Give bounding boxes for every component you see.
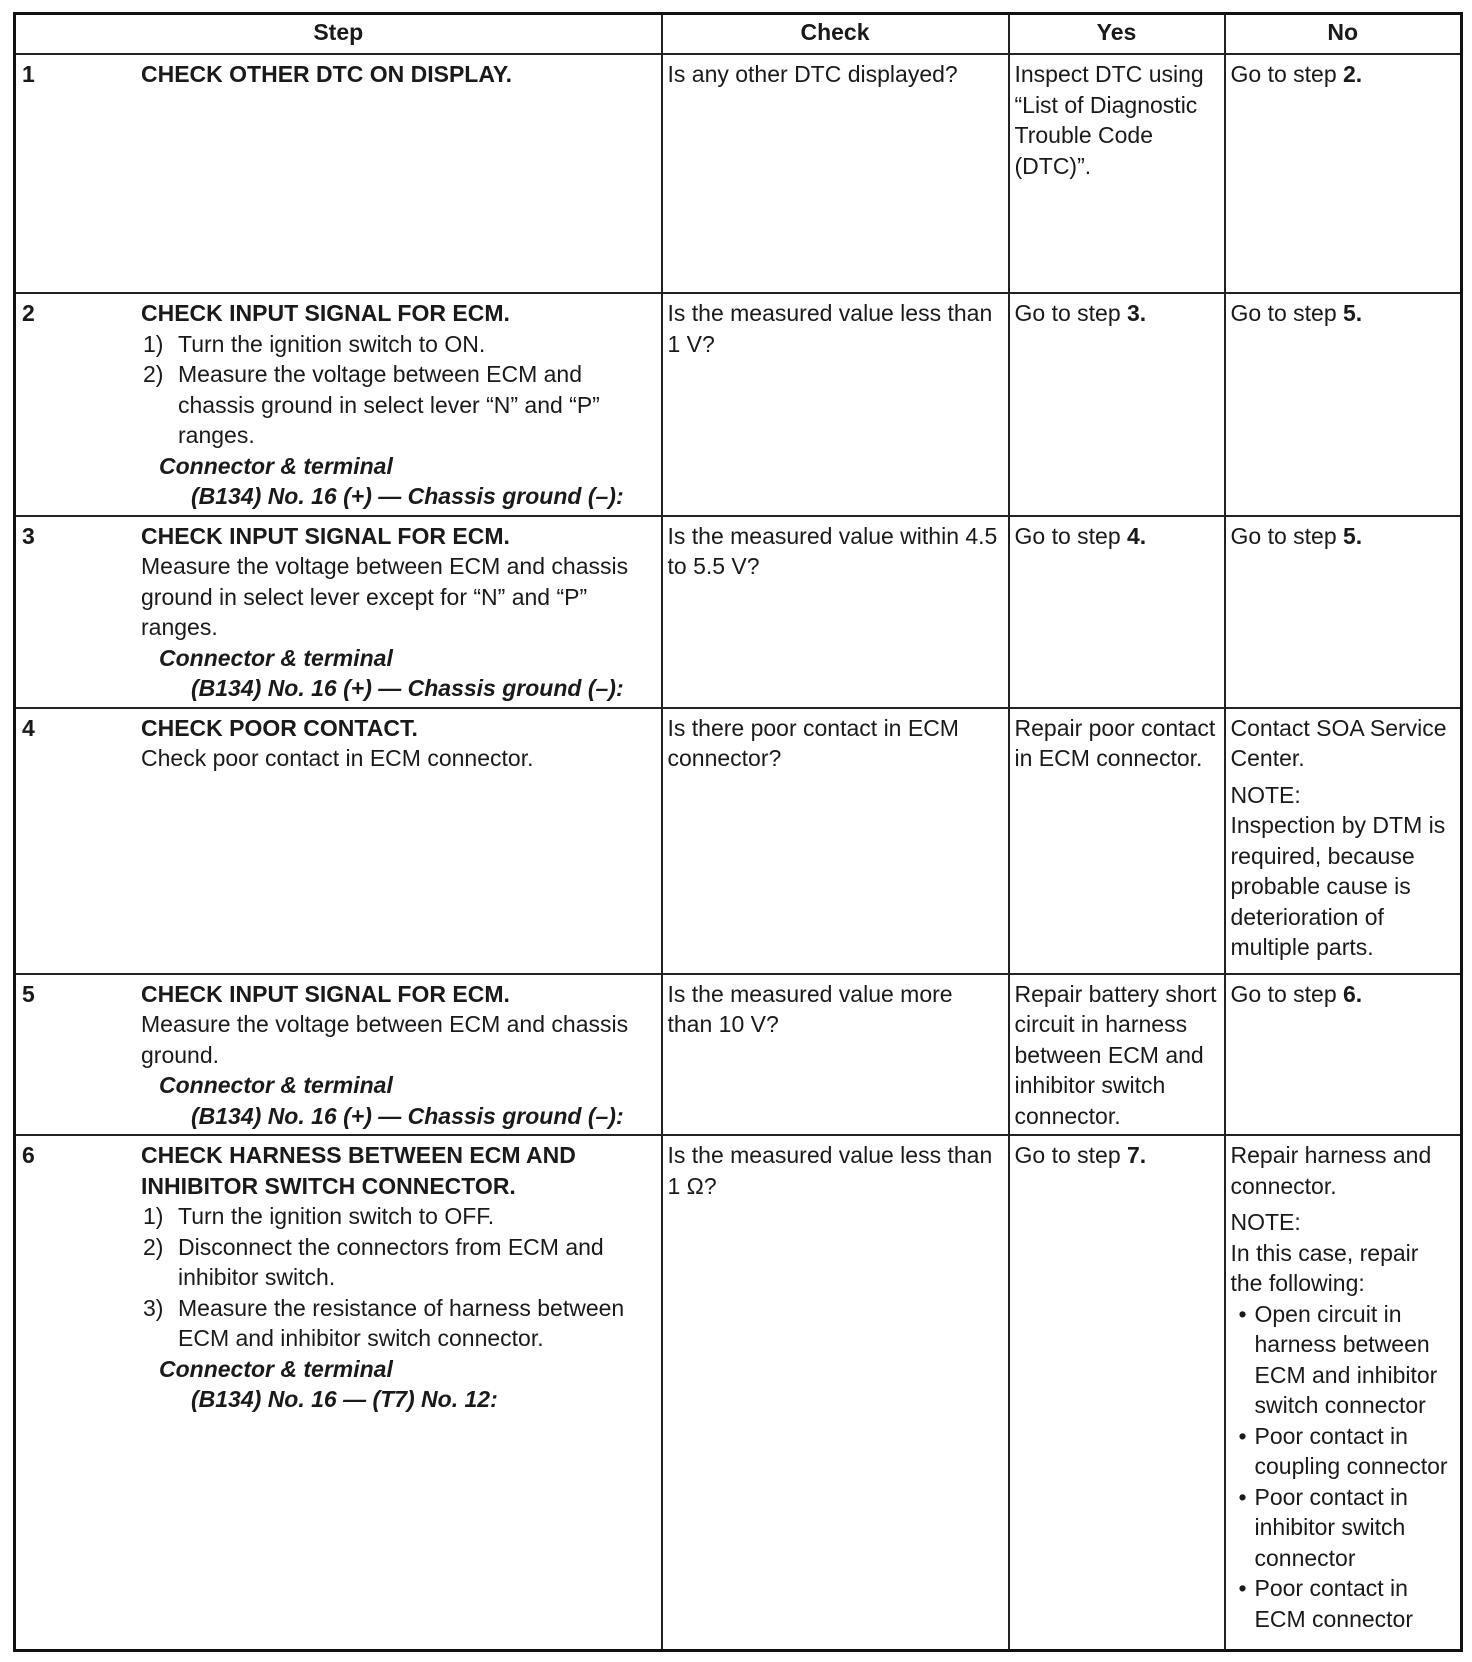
step-number: 4 xyxy=(22,714,35,741)
bullet-icon: • xyxy=(1238,1300,1247,1327)
yes-text: Go to step xyxy=(1014,522,1128,549)
list-item xyxy=(141,1201,656,1232)
list-item xyxy=(141,1232,656,1293)
bullet-item xyxy=(1231,1299,1456,1421)
step-title: CHECK HARNESS BETWEEN ECM AND INHIBITOR SWITCH CONNECTOR. xyxy=(141,1142,576,1199)
step-title: CHECK OTHER DTC ON DISPLAY. xyxy=(141,61,513,87)
step-number: 2 xyxy=(22,300,35,326)
diagnostic-table xyxy=(13,12,1463,1652)
step-description: Measure the voltage between ECM and chassis ground. xyxy=(141,1011,629,1068)
list-text: Measure the voltage between ECM and chassis ground in select lever “N” and “P” ranges. xyxy=(178,361,600,448)
step-description: Measure the voltage between ECM and chassis ground in select lever except for “N” and “P” ranges. xyxy=(141,553,629,640)
step-description: Check poor contact in ECM connector. xyxy=(141,745,534,771)
check-cell: Is the measured value within 4.5 to 5.5 V? xyxy=(662,516,1009,708)
no-cell xyxy=(1225,708,1462,974)
no-text: Go to step xyxy=(1230,980,1344,1007)
step-reference: 6. xyxy=(1343,980,1363,1007)
bullet-icon: • xyxy=(1238,1483,1247,1510)
list-item xyxy=(141,329,656,360)
step-reference: 5. xyxy=(1343,522,1363,549)
header-yes: Yes xyxy=(1009,14,1225,55)
yes-cell xyxy=(1009,516,1225,708)
list-item xyxy=(141,1293,656,1354)
list-number: 1) xyxy=(143,330,164,357)
step-number: 5 xyxy=(22,980,35,1007)
step-reference: 5. xyxy=(1343,300,1363,326)
connector-label: Connector & terminal xyxy=(159,1355,393,1382)
list-item xyxy=(141,359,656,451)
list-number: 2) xyxy=(143,361,164,387)
step-cell xyxy=(15,293,662,516)
yes-text: Go to step xyxy=(1014,300,1128,326)
step-reference: 7. xyxy=(1127,1142,1147,1168)
step-reference: 3. xyxy=(1127,300,1147,326)
no-text: Go to step xyxy=(1230,61,1344,87)
table-row xyxy=(15,974,1462,1136)
no-cell xyxy=(1225,974,1462,1136)
connector-label: Connector & terminal xyxy=(159,1072,393,1098)
list-number: 3) xyxy=(143,1294,164,1321)
table-row xyxy=(15,708,1462,974)
step-cell xyxy=(15,54,662,293)
step-number: 6 xyxy=(22,1142,35,1168)
connector-label: Connector & terminal xyxy=(159,644,393,671)
header-row xyxy=(15,14,1462,55)
no-text: Go to step xyxy=(1230,300,1344,326)
step-reference: 2. xyxy=(1343,61,1363,87)
table-row xyxy=(15,54,1462,293)
note-text: In this case, repair the following: xyxy=(1230,1239,1419,1296)
list-number: 1) xyxy=(143,1203,164,1229)
bullet-text: Poor contact in ECM connector xyxy=(1254,1575,1414,1632)
list-text: Turn the ignition switch to ON. xyxy=(178,330,486,357)
bullet-item xyxy=(1231,1482,1456,1574)
table-row xyxy=(15,293,1462,516)
table-row xyxy=(15,1135,1462,1651)
step-cell xyxy=(15,708,662,974)
step-cell xyxy=(15,1135,662,1651)
yes-cell: Repair battery short circuit in harness between ECM and inhibitor switch connector. xyxy=(1009,974,1225,1136)
check-cell: Is the measured value less than 1 V? xyxy=(662,293,1009,516)
step-cell xyxy=(15,974,662,1136)
bullet-icon: • xyxy=(1238,1422,1247,1449)
step-number: 3 xyxy=(22,522,35,549)
check-cell: Is there poor contact in ECM connector? xyxy=(662,708,1009,974)
list-number: 2) xyxy=(143,1233,164,1260)
list-text: Turn the ignition switch to OFF. xyxy=(178,1203,495,1229)
note-label: NOTE: xyxy=(1230,781,1301,808)
bullet-item xyxy=(1231,1573,1456,1634)
bullet-text: Poor contact in inhibitor switch connector xyxy=(1254,1483,1408,1571)
check-cell: Is the measured value less than 1 Ω? xyxy=(662,1135,1009,1651)
connector-terminal: (B134) No. 16 (+) — Chassis ground (–): xyxy=(191,1102,624,1129)
list-text: Disconnect the connectors from ECM and inhibitor switch. xyxy=(178,1233,604,1290)
table-row xyxy=(15,516,1462,708)
list-text: Measure the resistance of harness between ECM and inhibitor switch connector. xyxy=(178,1294,625,1351)
yes-cell xyxy=(1009,293,1225,516)
step-title: CHECK INPUT SIGNAL FOR ECM. xyxy=(141,980,510,1007)
step-title: CHECK INPUT SIGNAL FOR ECM. xyxy=(141,300,510,326)
no-text: Contact SOA Service Center. xyxy=(1230,714,1447,771)
no-text: Go to step xyxy=(1230,522,1344,549)
step-reference: 4. xyxy=(1127,522,1147,549)
header-no: No xyxy=(1225,14,1462,55)
note-text: Inspection by DTM is required, because probable cause is deterioration of multiple parts. xyxy=(1230,812,1446,960)
connector-terminal: (B134) No. 16 (+) — Chassis ground (–): xyxy=(191,675,624,701)
check-cell: Is any other DTC displayed? xyxy=(662,54,1009,293)
note-label: NOTE: xyxy=(1230,1209,1301,1235)
yes-cell xyxy=(1009,1135,1225,1651)
step-title: CHECK POOR CONTACT. xyxy=(141,714,418,741)
no-cell xyxy=(1225,1135,1462,1651)
connector-terminal: (B134) No. 16 (+) — Chassis ground (–): xyxy=(191,483,624,509)
yes-cell: Inspect DTC using “List of Diagnostic Trouble Code (DTC)”. xyxy=(1009,54,1225,293)
bullet-text: Poor contact in coupling connector xyxy=(1254,1422,1448,1479)
step-cell xyxy=(15,516,662,708)
check-cell: Is the measured value more than 10 V? xyxy=(662,974,1009,1136)
bullet-icon: • xyxy=(1238,1575,1247,1601)
step-number: 1 xyxy=(22,61,35,87)
bullet-text: Open circuit in harness between ECM and inhibitor switch connector xyxy=(1254,1300,1438,1418)
no-cell xyxy=(1225,54,1462,293)
header-check: Check xyxy=(662,14,1009,55)
no-cell xyxy=(1225,516,1462,708)
no-cell xyxy=(1225,293,1462,516)
connector-terminal: (B134) No. 16 — (T7) No. 12: xyxy=(191,1386,498,1412)
connector-label: Connector & terminal xyxy=(159,452,393,479)
bullet-item xyxy=(1231,1421,1456,1482)
header-step: Step xyxy=(15,14,662,55)
step-title: CHECK INPUT SIGNAL FOR ECM. xyxy=(141,522,510,549)
no-text: Repair harness and connector. xyxy=(1230,1142,1432,1199)
yes-cell: Repair poor contact in ECM connector. xyxy=(1009,708,1225,974)
yes-text: Go to step xyxy=(1014,1142,1128,1168)
